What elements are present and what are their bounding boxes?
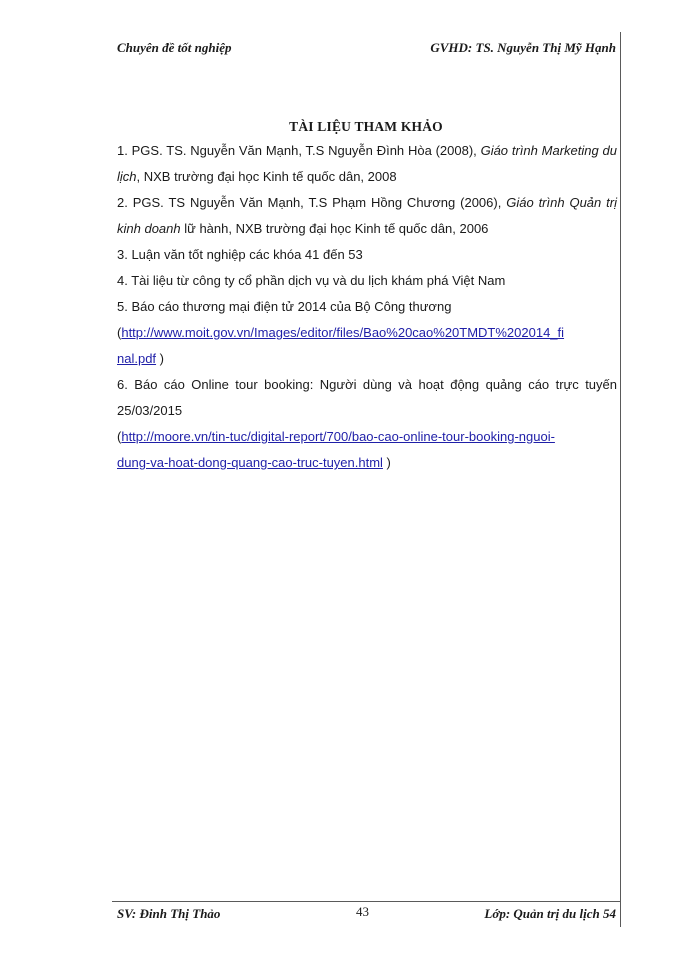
- header-right: GVHD: TS. Nguyễn Thị Mỹ Hạnh: [430, 40, 616, 55]
- reference-6-link[interactable]: http://moore.vn/tin-tuc/digital-report/700/bao-cao-online-tour-booking-nguoi-: [121, 429, 555, 444]
- reference-6-link-cont[interactable]: dung-va-hoat-dong-quang-cao-truc-tuyen.html: [117, 455, 383, 470]
- reference-5: 5. Báo cáo thương mại điện tử 2014 của Bộ Công thương: [117, 299, 452, 314]
- reference-3: 3. Luận văn tốt nghiệp các khóa 41 đến 53: [117, 247, 363, 262]
- footer-student: SV: Đinh Thị Thảo: [117, 906, 221, 921]
- reference-2: 2. PGS. TS Nguyễn Văn Mạnh, T.S Phạm Hồng Chương (2006), Giáo trình Quản trị kinh doanh lữ hành, NXB trường đại học Kinh tế quốc dân, 2006: [117, 195, 617, 236]
- reference-5-link[interactable]: http://www.moit.gov.vn/Images/editor/files/Bao%20cao%20TMDT%202014_fi: [121, 325, 565, 340]
- reference-6: 6. Báo cáo Online tour booking: Người dùng và hoạt động quảng cáo trực tuyến 25/03/2015: [117, 377, 617, 418]
- reference-6-link-line: (http://moore.vn/tin-tuc/digital-report/700/bao-cao-online-tour-booking-nguoi-: [117, 429, 555, 444]
- footer-divider: [112, 901, 620, 902]
- reference-5-link-cont[interactable]: nal.pdf: [117, 351, 157, 366]
- page-number: 43: [356, 904, 369, 919]
- reference-6-link-line-2: dung-va-hoat-dong-quang-cao-truc-tuyen.html ): [117, 455, 391, 470]
- reference-1: 1. PGS. TS. Nguyễn Văn Mạnh, T.S Nguyễn Đình Hòa (2008), Giáo trình Marketing du lịch, NXB trường đại học Kinh tế quốc dân, 2008: [117, 143, 617, 184]
- reference-5-link-line: (http://www.moit.gov.vn/Images/editor/files/Bao%20cao%20TMDT%202014_fi: [117, 325, 565, 340]
- footer-class: Lớp: Quản trị du lịch 54: [484, 906, 616, 921]
- page-title: TÀI LIỆU THAM KHẢO: [289, 119, 443, 134]
- header-left: Chuyên đề tốt nghiệp: [117, 40, 232, 55]
- reference-4: 4. Tài liệu từ công ty cổ phần dịch vụ và du lịch khám phá Việt Nam: [117, 273, 506, 288]
- reference-5-link-line-2: nal.pdf ): [117, 351, 164, 366]
- reference-list: [117, 138, 617, 476]
